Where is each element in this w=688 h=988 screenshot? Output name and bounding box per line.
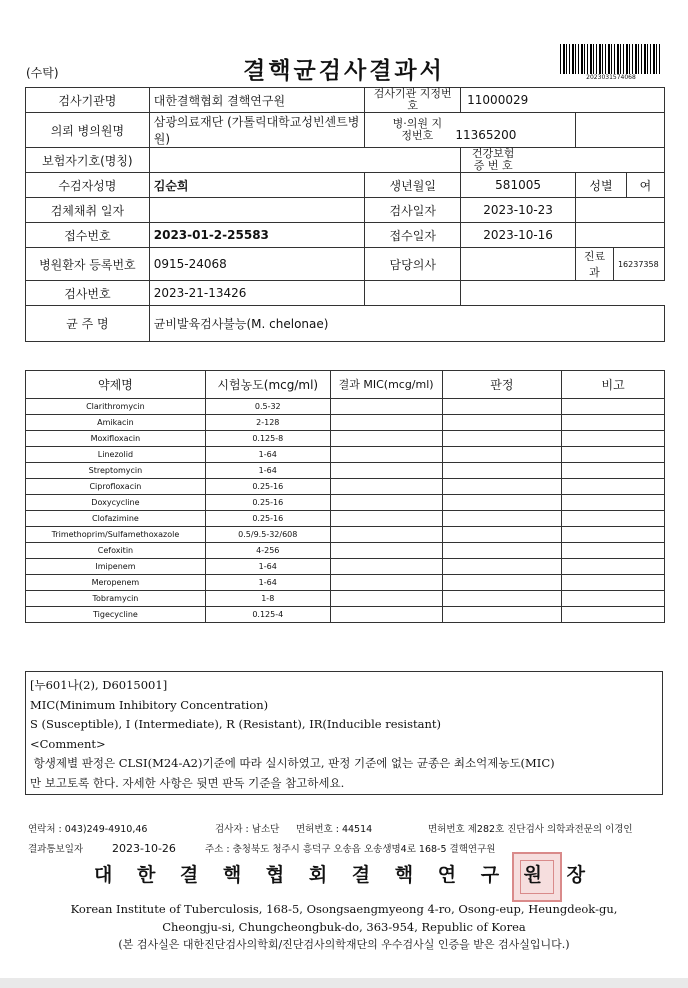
drug-mic-result (330, 479, 442, 495)
tester: 검사자 : 남소단 (215, 824, 280, 835)
drug-remarks (562, 399, 665, 415)
receipt-date-label: 접수일자 (365, 223, 461, 248)
drug-name: Linezolid (26, 447, 206, 463)
drug-test-range: 1-64 (205, 447, 330, 463)
organism-value: 균비발육검사불능(M. chelonae) (149, 306, 664, 342)
drug-remarks (562, 495, 665, 511)
drug-name: Streptomycin (26, 463, 206, 479)
drug-row (26, 447, 665, 463)
hosp-label: 의뢰 병의원명 (26, 113, 150, 148)
hosp-value: 삼광의료재단 (가톨릭대학교성빈센트병원) (149, 113, 365, 148)
english-address-line-1: Korean Institute of Tuberculosis, 168-5, Osongsaengmyeong 4-ro, Osong-eup, Heungdeok-gu, (70, 902, 618, 916)
document-title: 결핵균검사결과서 (243, 58, 445, 84)
drug-row (26, 607, 665, 623)
inst-label: 검사기관명 (26, 88, 150, 113)
drug-remarks (562, 431, 665, 447)
comment-box (25, 671, 663, 795)
sex-label: 성별 (576, 173, 627, 198)
drug-row (26, 543, 665, 559)
director-title: 대 한 결 핵 협 회 결 핵 연 구 원 장 (93, 864, 594, 886)
barcode-number: 2023031574068 (586, 74, 636, 81)
drug-row (26, 575, 665, 591)
test-date-label: 검사일자 (365, 198, 461, 223)
comment-legend: S (Susceptible), I (Intermediate), R (Resistant), IR(Inducible resistant) (30, 717, 441, 731)
drug-mic-result (330, 543, 442, 559)
collect-label: 검체채취 일자 (26, 198, 150, 223)
drug-interpretation (442, 543, 562, 559)
drug-row (26, 431, 665, 447)
drug-mic-result (330, 463, 442, 479)
drug-row (26, 559, 665, 575)
receipt-no-label: 접수번호 (26, 223, 150, 248)
comment-text-2: 만 보고토록 한다. 자세한 사항은 뒷면 판독 기준을 참고하세요. (30, 775, 345, 790)
doctor-value (461, 248, 576, 281)
drug-test-range: 1-8 (205, 591, 330, 607)
drug-remarks (562, 559, 665, 575)
dept-value: 16237358 (613, 248, 664, 281)
drug-interpretation (442, 607, 562, 623)
organism-label: 균 주 명 (26, 306, 150, 342)
drug-row (26, 463, 665, 479)
drug-mic-result (330, 607, 442, 623)
drug-mic-result (330, 559, 442, 575)
report-date-label: 결과통보일자 (28, 844, 84, 855)
drug-interpretation (442, 399, 562, 415)
inst-no-value: 11000029 (461, 88, 665, 113)
drug-mic-result (330, 447, 442, 463)
drug-mic-result (330, 527, 442, 543)
drug-remarks (562, 415, 665, 431)
drug-name: Trimethoprim/Sulfamethoxazole (26, 527, 206, 543)
drug-remarks (562, 479, 665, 495)
address: 주소 : 충청북도 청주시 흥덕구 오송읍 오송생명4로 168-5 결핵연구원 (205, 844, 496, 855)
receipt-date-value: 2023-10-16 (461, 223, 576, 248)
header-range: 시험농도(mcg/ml) (205, 371, 330, 399)
inst-value: 대한결핵협회 결핵연구원 (149, 88, 365, 113)
drug-test-range: 1-64 (205, 559, 330, 575)
insurer-value (149, 148, 460, 173)
drug-interpretation (442, 559, 562, 575)
drug-mic-result (330, 591, 442, 607)
drug-name: Moxifloxacin (26, 431, 206, 447)
english-address-line-2: Cheongju-si, Chungcheongbuk-do, 363-954, Republic of Korea (162, 920, 526, 934)
drug-remarks (562, 607, 665, 623)
drug-name: Doxycycline (26, 495, 206, 511)
drug-test-range: 0.25-16 (205, 495, 330, 511)
drug-test-range: 1-64 (205, 463, 330, 479)
certification-note: (본 검사실은 대한진단검사의학회/진단검사의학재단의 우수검사실 인증을 받은 검사실입니다.) (118, 938, 570, 951)
drug-interpretation (442, 511, 562, 527)
birth-label: 생년월일 (365, 173, 461, 198)
drug-name: Tobramycin (26, 591, 206, 607)
header-remarks: 비고 (562, 371, 665, 399)
comment-text-1: 항생제별 판정은 CLSI(M24-A2)기준에 따라 실시하였고, 판정 기준에 없는 균종은 최소억제농도(MIC) (30, 756, 555, 770)
drug-test-range: 4-256 (205, 543, 330, 559)
consignment-tag: (수탁) (26, 66, 59, 80)
barcode (560, 44, 662, 74)
drug-name: Amikacin (26, 415, 206, 431)
drug-interpretation (442, 479, 562, 495)
drug-name: Tigecycline (26, 607, 206, 623)
specialist: 면허번호 제282호 진단검사 의학과전문의 이경인 (428, 824, 633, 835)
test-no-value: 2023-21-13426 (149, 281, 365, 306)
drug-name: Imipenem (26, 559, 206, 575)
patient-info-table (25, 87, 665, 342)
drug-name: Clofazimine (26, 511, 206, 527)
drug-mic-result (330, 431, 442, 447)
doctor-label: 담당의사 (365, 248, 461, 281)
insurance-no-label: 건강보험 증 번 호 (471, 147, 515, 172)
english-address (0, 900, 688, 954)
comment-heading: <Comment> (30, 736, 106, 751)
drug-test-range: 0.125-8 (205, 431, 330, 447)
patient-id-value: 0915-24068 (149, 248, 365, 281)
inst-no-label: 검사기관 지정번호 (365, 88, 461, 113)
drug-remarks (562, 447, 665, 463)
drug-row (26, 399, 665, 415)
report-date: 2023-10-26 (112, 842, 176, 855)
contact: 연락처 : 043)249-4910,46 (28, 824, 148, 835)
insurer-label: 보험자기호(명칭) (26, 148, 150, 173)
drug-mic-result (330, 511, 442, 527)
drug-mic-result (330, 415, 442, 431)
drug-interpretation (442, 447, 562, 463)
drug-name: Clarithromycin (26, 399, 206, 415)
header-interpretation: 판정 (442, 371, 562, 399)
drug-name: Cefoxitin (26, 543, 206, 559)
drug-test-range: 1-64 (205, 575, 330, 591)
drug-row (26, 495, 665, 511)
sex-value: 여 (626, 173, 664, 198)
drug-test-range: 0.25-16 (205, 479, 330, 495)
comment-code: [누601나(2), D6015001] (30, 678, 168, 692)
drug-interpretation (442, 575, 562, 591)
hosp-no-label: 병·의원 지정번호 (392, 117, 443, 142)
drug-interpretation (442, 431, 562, 447)
name-label: 수검자성명 (26, 173, 150, 198)
drug-test-range: 0.125-4 (205, 607, 330, 623)
drug-row (26, 591, 665, 607)
drug-remarks (562, 511, 665, 527)
header-drug: 약제명 (26, 371, 206, 399)
birth-value: 581005 (461, 173, 576, 198)
name-value: 김순희 (149, 173, 365, 198)
drug-susceptibility-table (25, 370, 665, 623)
drug-remarks (562, 575, 665, 591)
drug-mic-result (330, 399, 442, 415)
drug-interpretation (442, 495, 562, 511)
patient-id-label: 병원환자 등록번호 (26, 248, 150, 281)
receipt-no-value: 2023-01-2-25583 (149, 223, 365, 248)
drug-remarks (562, 463, 665, 479)
drug-test-range: 0.25-16 (205, 511, 330, 527)
drug-row (26, 511, 665, 527)
drug-interpretation (442, 463, 562, 479)
drug-remarks (562, 543, 665, 559)
header-mic: 결과 MIC(mcg/ml) (330, 371, 442, 399)
drug-mic-result (330, 495, 442, 511)
drug-test-range: 0.5/9.5-32/608 (205, 527, 330, 543)
drug-row (26, 479, 665, 495)
drug-interpretation (442, 527, 562, 543)
drug-row (26, 415, 665, 431)
drug-mic-result (330, 575, 442, 591)
drug-remarks (562, 591, 665, 607)
drug-test-range: 2-128 (205, 415, 330, 431)
hosp-no-value: 11365200 (455, 128, 517, 142)
test-no-label: 검사번호 (26, 281, 150, 306)
drug-name: Meropenem (26, 575, 206, 591)
dept-label: 진료과 (576, 248, 614, 281)
drug-remarks (562, 527, 665, 543)
test-date-value: 2023-10-23 (461, 198, 576, 223)
drug-name: Ciprofloxacin (26, 479, 206, 495)
drug-test-range: 0.5-32 (205, 399, 330, 415)
tester-license: 면허번호 : 44514 (296, 824, 373, 835)
collect-value (149, 198, 365, 223)
drug-interpretation (442, 591, 562, 607)
drug-row (26, 527, 665, 543)
drug-interpretation (442, 415, 562, 431)
comment-mic-def: MIC(Minimum Inhibitory Concentration) (30, 697, 269, 712)
